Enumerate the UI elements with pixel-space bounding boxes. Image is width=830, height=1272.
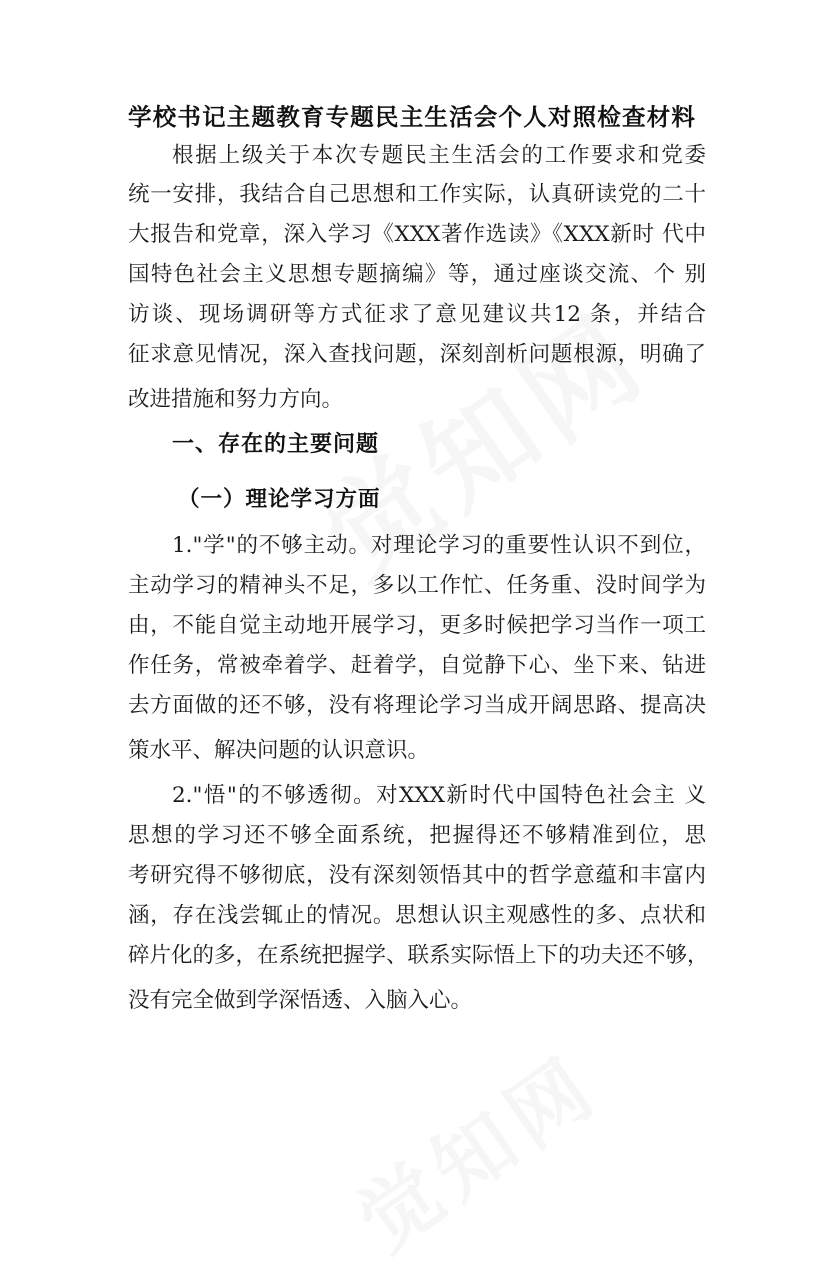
subsection-heading: （一）理论学习方面 xyxy=(178,487,381,512)
item1-line-1: 1."学"的不够主动。对理论学习的重要性认识不到位， xyxy=(172,533,706,558)
item1-line-4: 作任务，常被牵着学、赶着学，自觉静下心、坐下来、钻进 xyxy=(128,653,706,678)
item1-line-2: 主动学习的精神头不足，多以工作忙、任务重、没时间学为 xyxy=(128,573,706,598)
intro-line-4: 国特色社会主义思想专题摘编》等，通过座谈交流、个 别 xyxy=(128,262,706,287)
intro-line-6: 征求意见情况，深入查找问题，深刻剖析问题根源，明确了 xyxy=(128,342,706,367)
item2-line-5: 碎片化的多，在系统把握学、联系实际悟上下的功夫还不够， xyxy=(128,943,709,968)
intro-line-3: 大报告和党章，深入学习《XXX著作选读》《XXX新时 代中 xyxy=(128,222,706,247)
watermark-bottom xyxy=(331,1023,618,1272)
item2-line-4: 涵，存在浅尝辄止的情况。思想认识主观感性的多、点状和 xyxy=(128,903,706,928)
item1-line-6: 策水平、解决问题的认识意识。 xyxy=(128,738,430,763)
intro-line-1: 根据上级关于本次专题民主生活会的工作要求和党委 xyxy=(172,143,706,168)
item2-line-3: 考研究得不够彻底，没有深刻领悟其中的哲学意蕴和丰富内 xyxy=(128,863,706,888)
item2-line-2: 思想的学习还不够全面系统，把握得还不够精准到位，思 xyxy=(128,823,706,848)
intro-line-2: 统一安排，我结合自己思想和工作实际，认真研读党的二十 xyxy=(128,182,706,207)
item2-line-6: 没有完全做到学深悟透、入脑入心。 xyxy=(128,988,473,1013)
item2-line-1: 2."悟"的不够透彻。对XXX新时代中国特色社会主 义 xyxy=(172,783,706,808)
item1-line-5: 去方面做的还不够，没有将理论学习当成开阔思路、提高决 xyxy=(128,693,706,718)
intro-line-7: 改进措施和努力方向。 xyxy=(128,387,344,412)
section-heading: 一、存在的主要问题 xyxy=(172,432,380,457)
document-title: 学校书记主题教育专题民主生活会个人对照检查材料 xyxy=(128,103,697,131)
item1-line-3: 由，不能自觉主动地开展学习，更多时候把学习当作一项工 xyxy=(128,613,706,638)
intro-line-5: 访谈、现场调研等方式征求了意见建议共12 条，并结合 xyxy=(128,302,706,327)
